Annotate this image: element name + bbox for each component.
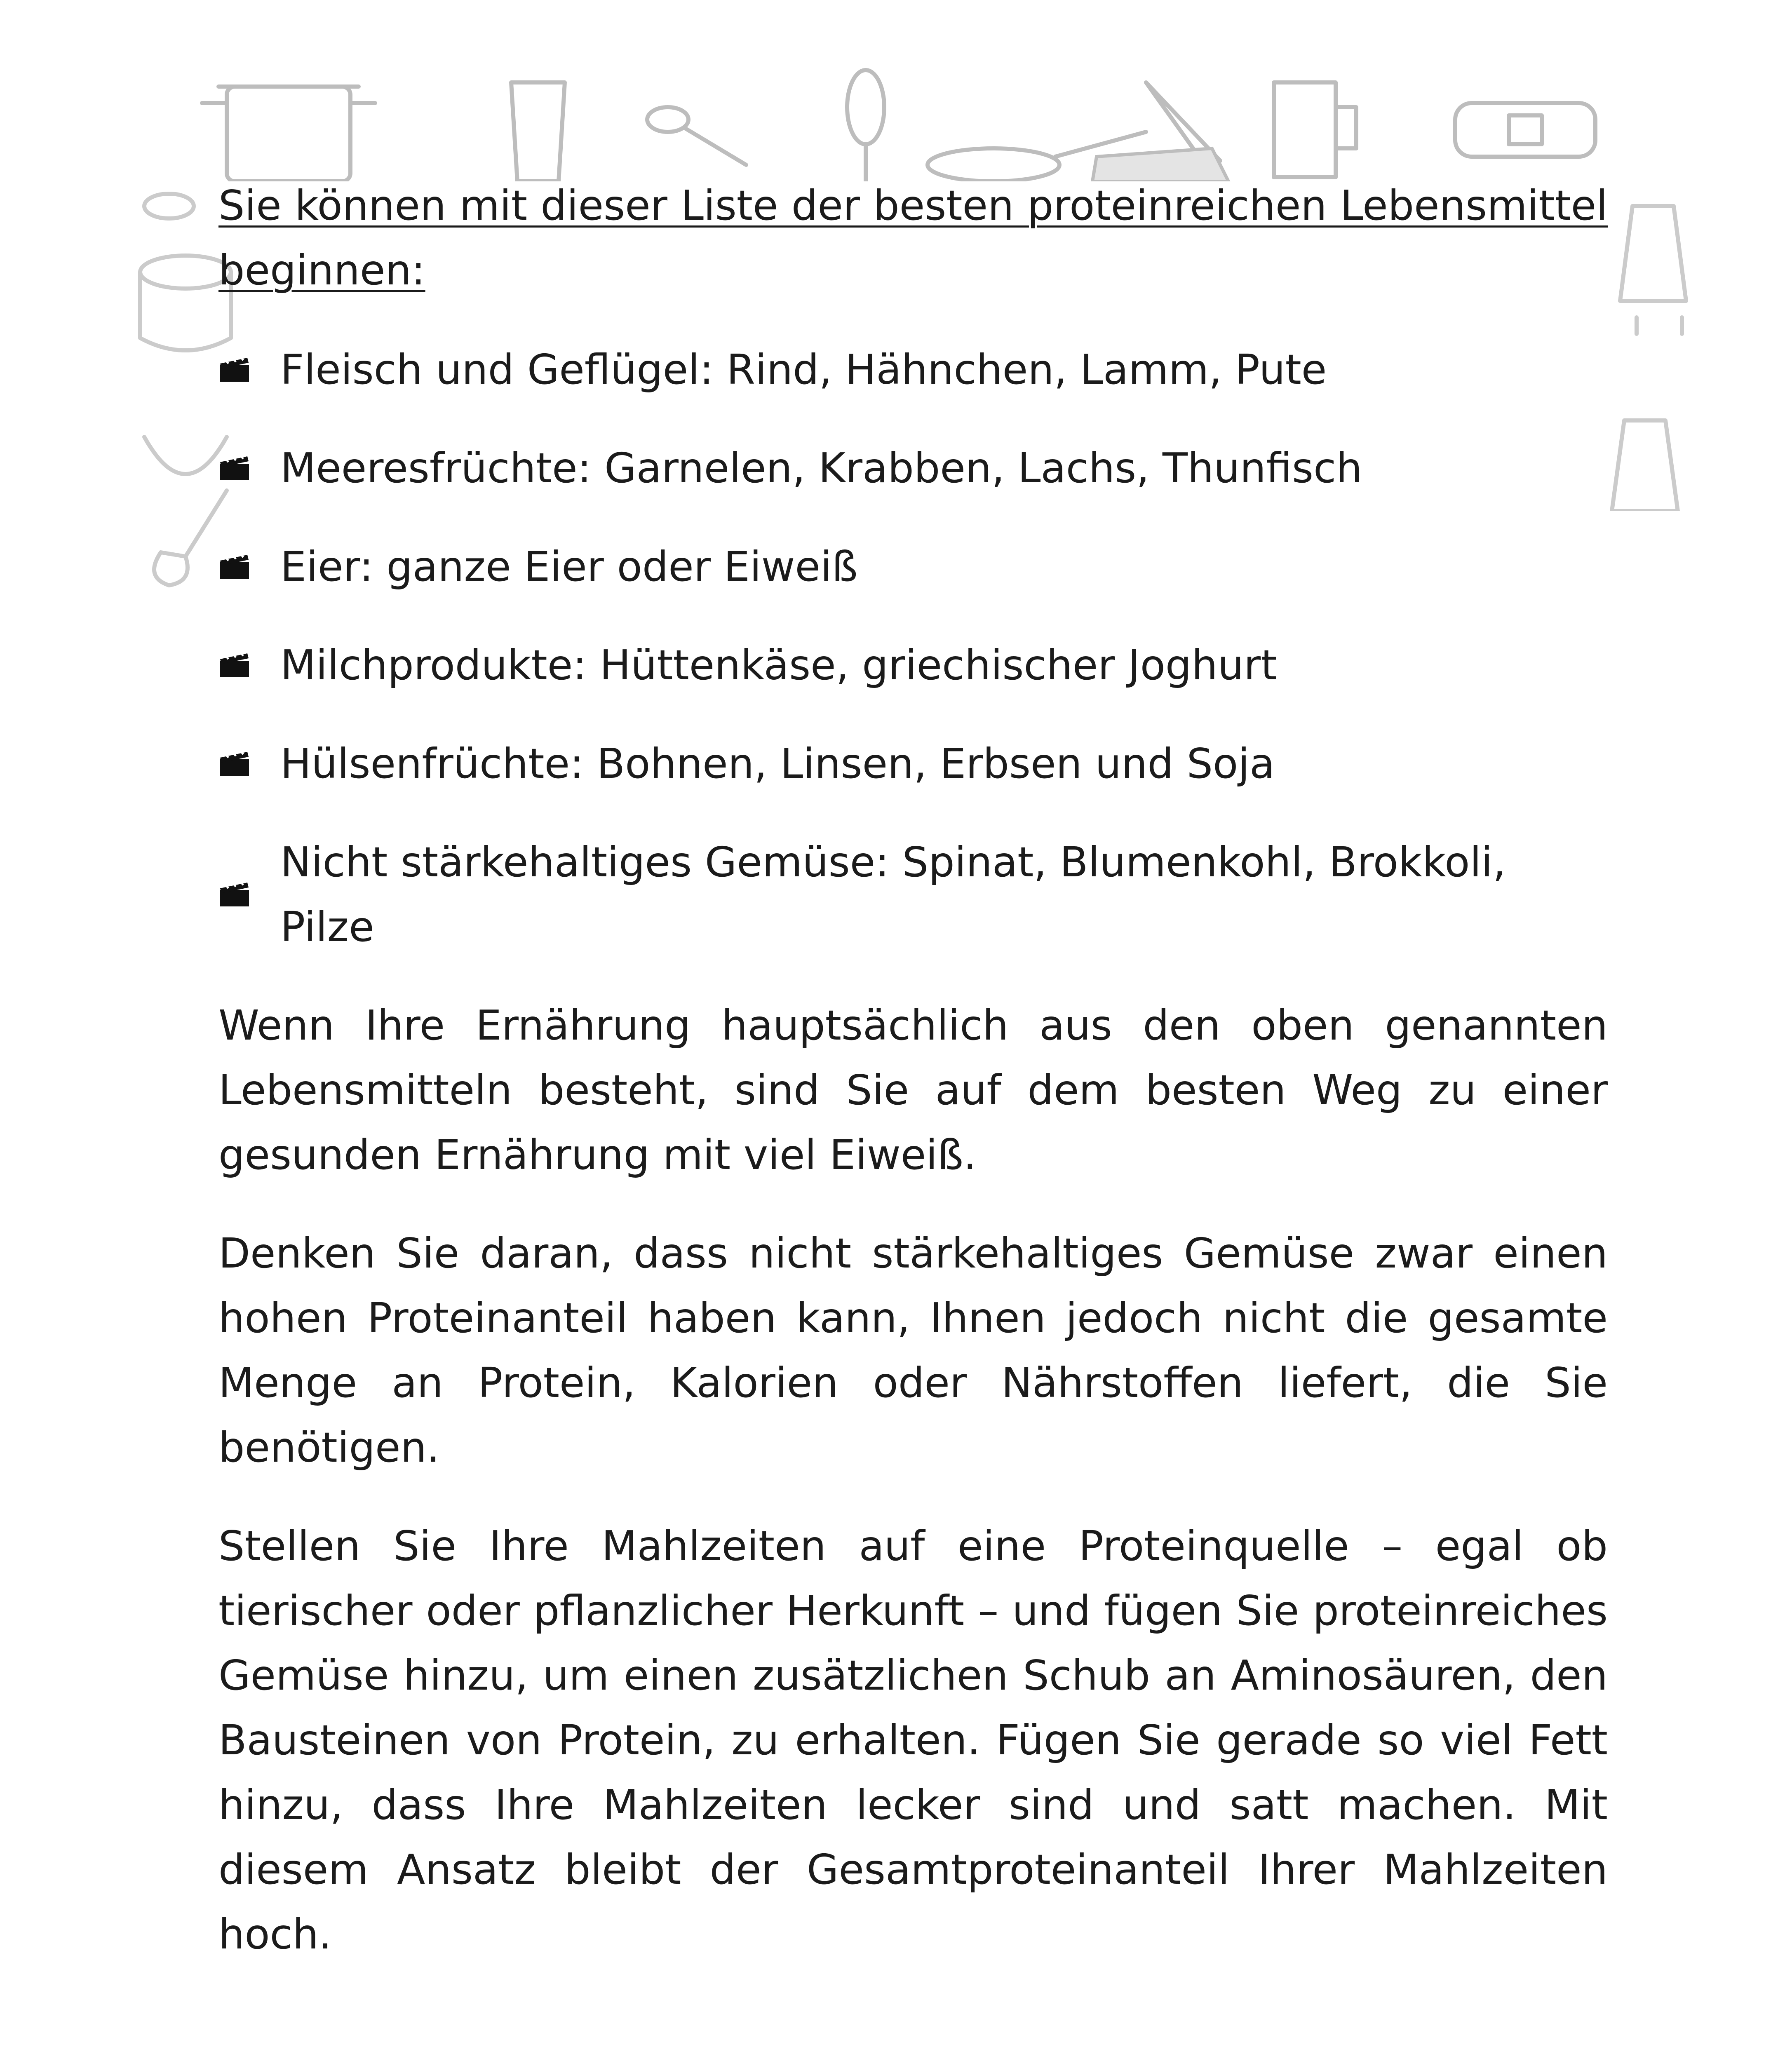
clapperboard-icon (218, 652, 280, 679)
grater-icon (1612, 420, 1678, 511)
kitchen-utensils-border-right (1599, 181, 1723, 511)
protein-food-list (218, 337, 1608, 959)
clapperboard-icon (218, 553, 280, 580)
ladle-icon (154, 491, 227, 585)
glass-icon (511, 82, 565, 181)
body-paragraph: Wenn Ihre Ernährung hauptsächlich aus den oben genannten Lebensmitteln besteht, sind Sie auf dem besten Weg zu einer gesunden Ernährung mit viel Eiweiß. (218, 1001, 1608, 1179)
body-paragraph: Denken Sie daran, dass nicht stärkehaltiges Gemüse zwar einen hohen Proteinanteil haben kann, Ihnen jedoch nicht die gesamte Menge an Protein, Kalorien oder Nährstoffen liefert, die Sie benötigen. (218, 1229, 1608, 1472)
measuring-jug-icon (1274, 82, 1356, 177)
bowl-icon (144, 437, 227, 474)
cake-tin-icon (1455, 103, 1595, 157)
list-item (218, 633, 1608, 697)
list-item (218, 731, 1608, 796)
list-item-text: Milchprodukte: Hüttenkäse, griechischer Joghurt (280, 641, 1277, 689)
list-item (218, 436, 1608, 500)
grater-icon (1620, 206, 1686, 334)
list-item-text: Meeresfrüchte: Garnelen, Krabben, Lachs, Thunfisch (280, 444, 1362, 492)
list-item-text: Fleisch und Geflügel: Rind, Hähnchen, Lamm, Pute (280, 345, 1327, 394)
clapperboard-icon (218, 455, 280, 482)
list-item (218, 830, 1608, 959)
list-item-text: Nicht stärkehaltiges Gemüse: Spinat, Blumenkohl, Brokkoli, Pilze (280, 838, 1506, 951)
casserole-icon (140, 256, 231, 350)
body-paragraph: Stellen Sie Ihre Mahlzeiten auf eine Proteinquelle – egal ob tierischer oder pflanzlicher Herkunft – und fügen Sie proteinreiches Gemüse hinzu, um einen zusätzlichen Schub an Aminosäuren, den Bausteinen von Protein, zu erhalten. Fügen Sie gerade so viel Fett hinzu, dass Ihre Mahlzeiten lecker sind und satt machen. Mit diesem Ansatz bleibt der Gesamtproteinanteil Ihrer Mahlzeiten hoch. (218, 1522, 1608, 1958)
clapperboard-icon (218, 750, 280, 777)
pot-lid-icon (144, 194, 194, 218)
clapperboard-icon (218, 356, 280, 383)
cooking-pot-icon (202, 87, 375, 181)
list-item (218, 337, 1608, 402)
intro-heading: Sie können mit dieser Liste der besten proteinreichen Lebensmittel beginnen: (218, 181, 1608, 294)
list-item (218, 534, 1608, 599)
spoon-icon (647, 107, 746, 165)
clapperboard-icon (218, 881, 280, 908)
whisk-icon (847, 70, 884, 181)
document-body (218, 173, 1608, 2000)
list-item-text: Eier: ganze Eier oder Eiweiß (280, 542, 858, 591)
list-item-text: Hülsenfrüchte: Bohnen, Linsen, Erbsen und Soja (280, 739, 1275, 788)
kitchen-utensils-border-top (107, 58, 1707, 181)
